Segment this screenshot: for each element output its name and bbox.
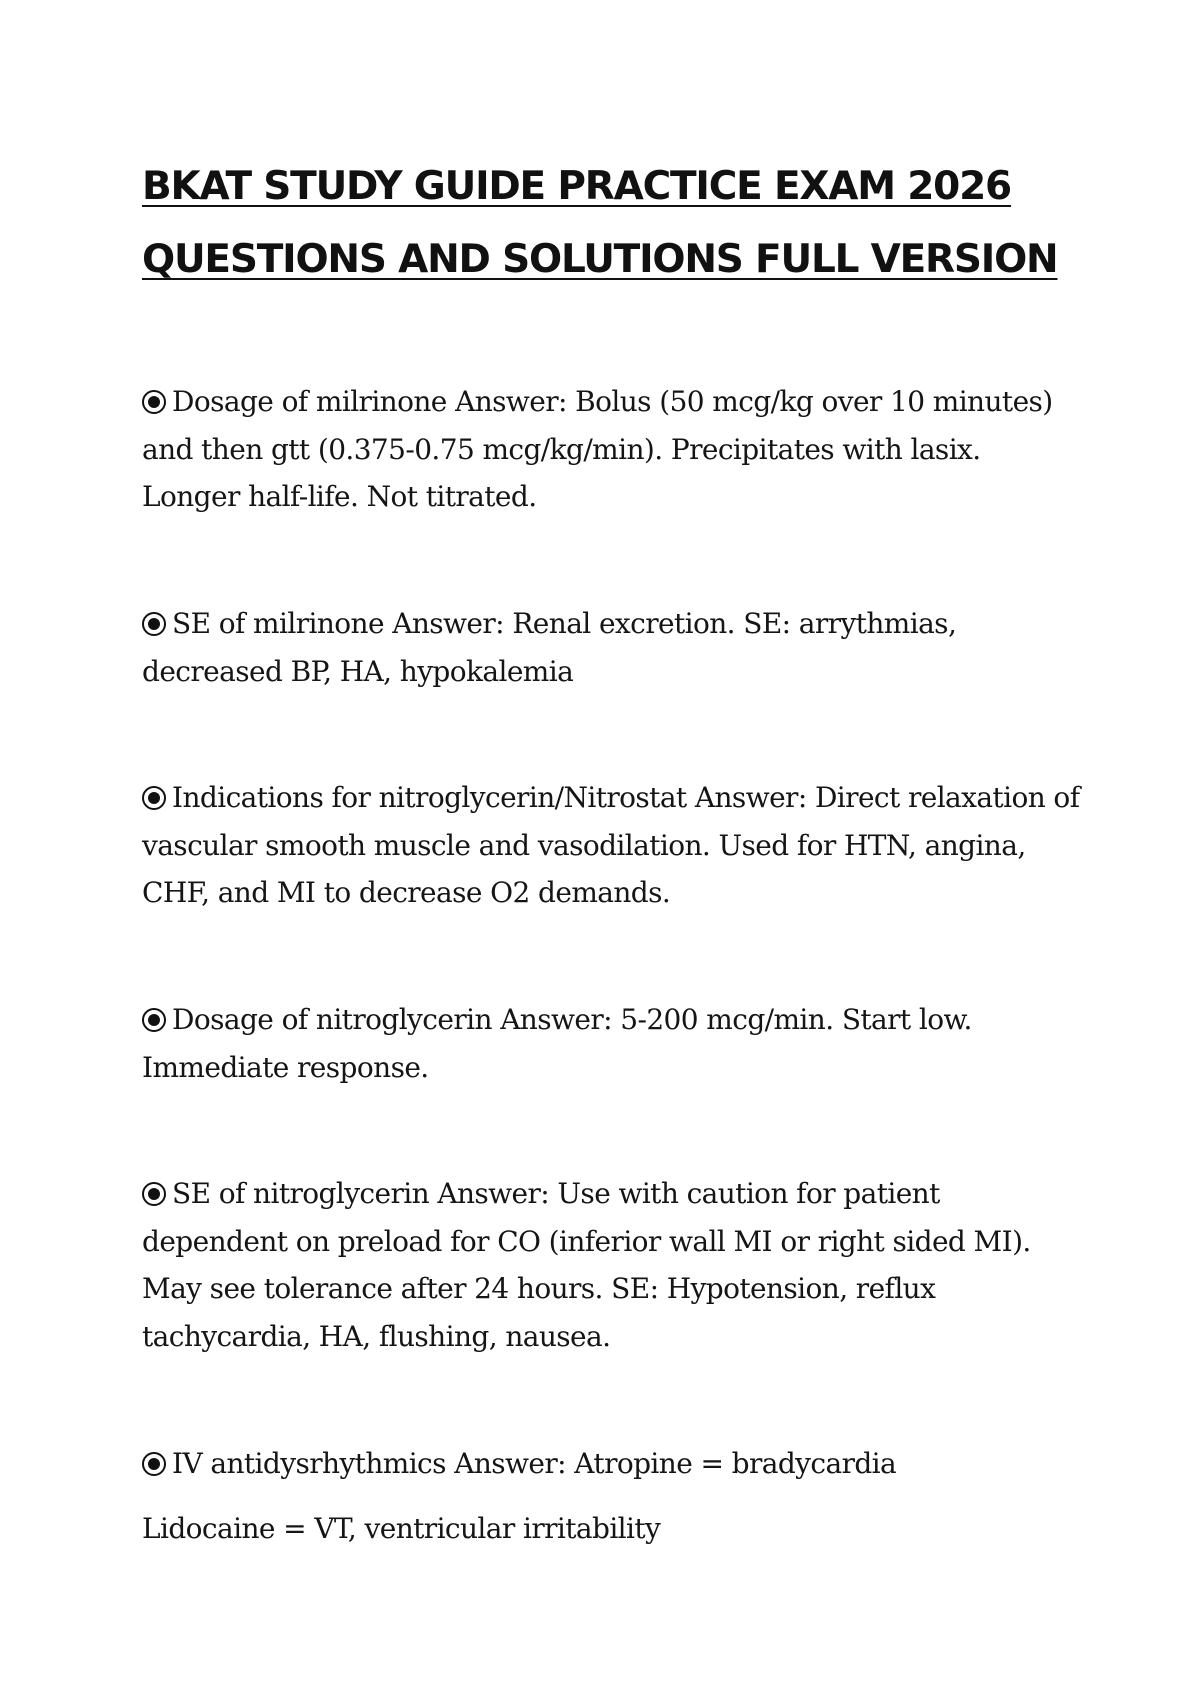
page-title: [142, 150, 1102, 296]
question-item: [142, 1440, 1082, 1488]
question-text: Dosage of milrinone Answer: Bolus (50 mcg/kg over 10 minutes) and then gtt (0.375-0.75 mcg/kg/min). Precipitates with lasix. Longer half-life. Not titrated.: [142, 385, 1053, 513]
question-item: [142, 774, 1082, 917]
title-line-1: BKAT STUDY GUIDE PRACTICE EXAM 2026: [142, 164, 1011, 209]
radio-bullet-icon: [142, 1182, 166, 1206]
title-line-2: QUESTIONS AND SOLUTIONS FULL VERSION: [142, 237, 1058, 282]
radio-bullet-icon: [142, 390, 166, 414]
question-text: IV antidysrhythmics Answer: Atropine = bradycardia: [172, 1447, 897, 1480]
question-text: SE of milrinone Answer: Renal excretion. SE: arrythmias, decreased BP, HA, hypokalemia: [142, 607, 957, 688]
radio-bullet-icon: [142, 786, 166, 810]
answer-continuation: Lidocaine = VT, ventricular irritability: [142, 1512, 661, 1545]
question-text: SE of nitroglycerin Answer: Use with caution for patient dependent on preload for CO (inferior wall MI or right sided MI). May see tolerance after 24 hours. SE: Hypotension, reflux tachycardia, HA, flushing, nausea.: [142, 1177, 1031, 1353]
question-text: Indications for nitroglycerin/Nitrostat Answer: Direct relaxation of vascular smooth muscle and vasodilation. Used for HTN, angina, CHF, and MI to decrease O2 demands.: [142, 781, 1080, 909]
question-item: [142, 378, 1082, 521]
question-text: Dosage of nitroglycerin Answer: 5-200 mcg/min. Start low. Immediate response.: [142, 1003, 972, 1084]
question-item: [142, 1170, 1082, 1360]
radio-bullet-icon: [142, 1452, 166, 1476]
question-item: [142, 996, 1082, 1091]
question-item: [142, 600, 1082, 695]
radio-bullet-icon: [142, 612, 166, 636]
radio-bullet-icon: [142, 1008, 166, 1032]
